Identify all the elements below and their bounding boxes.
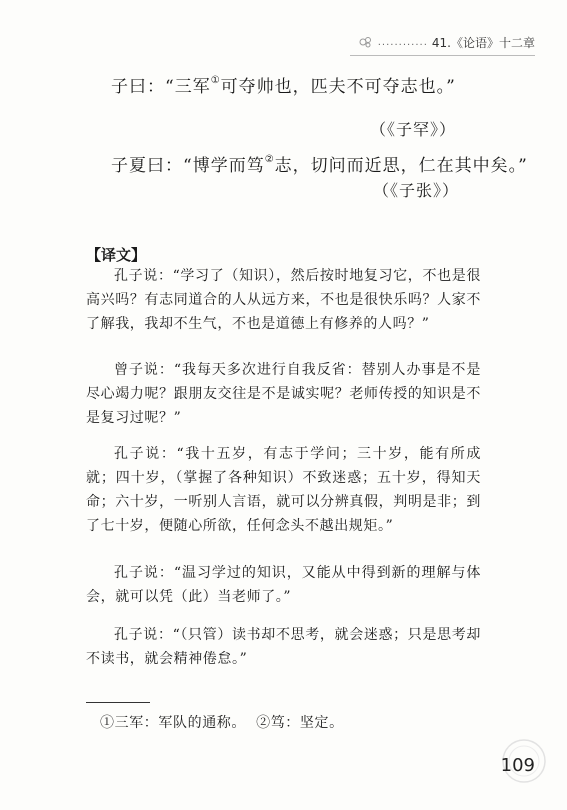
translation-paragraph-2: 曾子说：“我每天多次进行自我反省：替别人办事是不是尽心竭力呢？跟朋友交往是不是诚实呢？老师传授的知识是不是复习过呢？”: [86, 362, 481, 426]
chapter-title: 41.《论语》十二章: [431, 35, 535, 50]
header-rule: [350, 55, 535, 56]
footnote-mark-1: ①: [210, 75, 221, 86]
footnote: ①三军：军队的通称。 ②笃：坚定。: [100, 715, 344, 731]
translation-paragraph-3: 孔子说：“我十五岁，有志于学问；三十岁，能有所成就；四十岁，（掌握了各种知识）不致迷惑；五十岁，得知天命；六十岁，一听别人言语，就可以分辨真假，判明是非；到了七十岁，便随心所欲，任何念头不越出规矩。”: [86, 446, 481, 534]
footnote-mark-2: ②: [264, 154, 275, 165]
verse-2: 子夏曰：“博学而笃②志，切问而近思，仁在其中矣。”: [111, 154, 528, 176]
translation-paragraph-5: 孔子说：“（只管）读书却不思考，就会迷惑；只是思考却不读书，就会精神倦怠。”: [86, 627, 481, 667]
verse-2-source: （《子张》）: [373, 181, 460, 200]
header-dots: ............: [377, 36, 428, 48]
translation-paragraph-4: 孔子说：“温习学过的知识，又能从中得到新的理解与体会，就可以凭（此）当老师了。”: [86, 565, 481, 605]
running-header: [358, 33, 535, 51]
translation-heading: 【译文】: [86, 246, 147, 264]
translation-paragraph-1: 孔子说：“学习了（知识），然后按时地复习它，不也是很高兴吗？有志同道合的人从远方来，不也是很快乐吗？人家不了解我，我却不生气，不也是道德上有修养的人吗？”: [86, 268, 481, 332]
verse-1-source: （《子罕》）: [370, 120, 457, 139]
page-number: 109: [500, 755, 535, 776]
flower-ornament-icon: [358, 35, 374, 49]
verse-1: 子曰：“三军①可夺帅也，匹夫不可夺志也。”: [111, 75, 456, 97]
footnote-rule: [86, 702, 150, 703]
